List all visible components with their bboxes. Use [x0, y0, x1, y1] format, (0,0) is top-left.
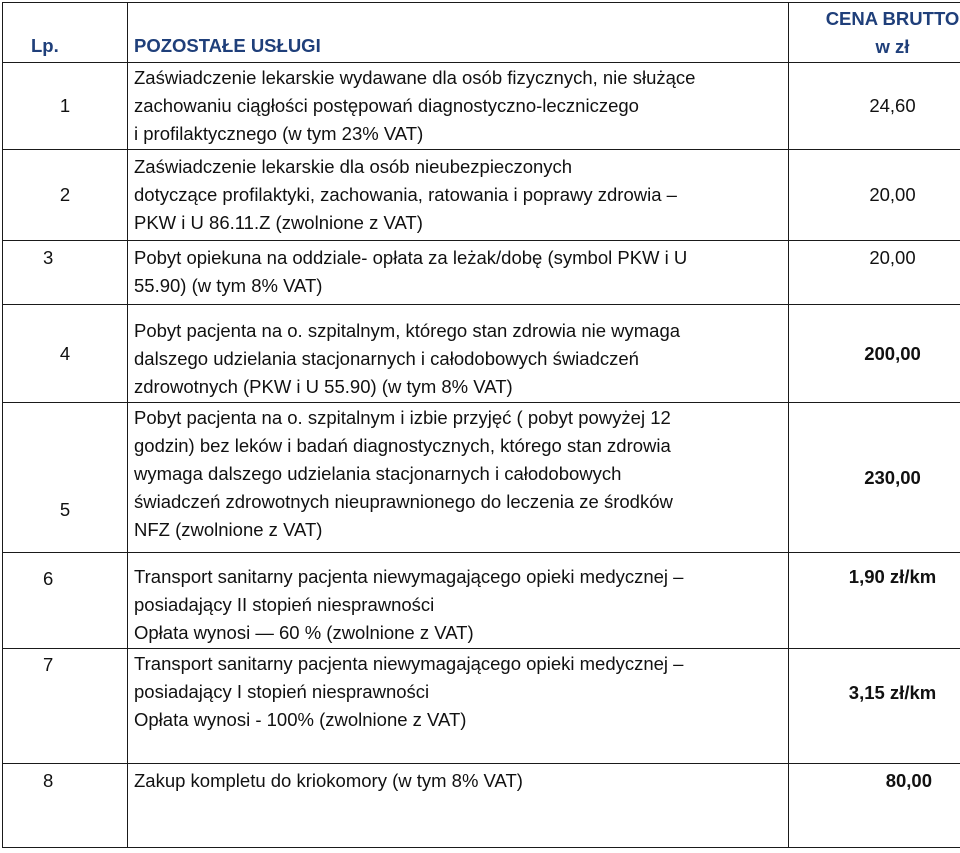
table-row	[3, 150, 960, 241]
table-row	[3, 764, 960, 848]
description-line: posiadający II stopień niesprawności	[134, 594, 435, 615]
header-price	[789, 3, 960, 63]
row-description	[128, 649, 789, 764]
description-line: wymaga dalszego udzielania stacjonarnych i całodobowych	[134, 463, 622, 484]
row-number: 4	[3, 305, 128, 403]
row-price: 20,00	[789, 150, 960, 241]
row-price: 20,00	[789, 241, 960, 305]
row-number: 6	[3, 553, 128, 649]
header-service: POZOSTAŁE USŁUGI	[128, 3, 789, 63]
row-price: 80,00	[789, 764, 960, 848]
row-price: 24,60	[789, 63, 960, 150]
description-line: Pobyt pacjenta na o. szpitalnym i izbie przyjęć ( pobyt powyżej 12	[134, 407, 671, 428]
table-row	[3, 649, 960, 764]
table-row	[3, 553, 960, 649]
header-price-line1: CENA BRUTTO	[825, 7, 960, 29]
description-line: NFZ (zwolnione z VAT)	[134, 519, 323, 540]
table-row	[3, 63, 960, 150]
row-number: 2	[3, 150, 128, 241]
description-line: Pobyt opiekuna na oddziale- opłata za leżak/dobę (symbol PKW i U	[134, 247, 688, 268]
description-line: 55.90) (w tym 8% VAT)	[134, 275, 323, 296]
description-line: Opłata wynosi - 100% (zwolnione z VAT)	[134, 709, 467, 730]
table-row	[3, 403, 960, 553]
description-line: Zaświadczenie lekarskie dla osób nieubezpieczonych	[134, 156, 573, 177]
row-description	[128, 305, 789, 403]
table-row	[3, 241, 960, 305]
header-lp: Lp.	[3, 3, 128, 63]
description-line: Zakup kompletu do kriokomory (w tym 8% VAT)	[134, 770, 523, 791]
table-row	[3, 305, 960, 403]
row-description	[128, 403, 789, 553]
description-line: posiadający I stopień niesprawności	[134, 681, 430, 702]
description-line: Opłata wynosi — 60 % (zwolnione z VAT)	[134, 622, 474, 643]
row-price: 3,15 zł/km	[789, 649, 960, 764]
price-table	[2, 2, 960, 848]
row-price: 230,00	[789, 403, 960, 553]
description-line: zachowaniu ciągłości postępowań diagnostyczno-leczniczego	[134, 95, 639, 116]
description-line: Pobyt pacjenta na o. szpitalnym, którego stan zdrowia nie wymaga	[134, 320, 681, 341]
header-price-line2: w zł	[875, 35, 910, 57]
row-number: 1	[3, 63, 128, 150]
row-number: 7	[3, 649, 128, 764]
description-line: dalszego udzielania stacjonarnych i całodobowych świadczeń	[134, 348, 639, 369]
row-description	[128, 764, 789, 848]
table-header-row	[3, 3, 960, 63]
row-number: 5	[3, 403, 128, 553]
description-line: Transport sanitarny pacjenta niewymagającego opieki medycznej –	[134, 566, 684, 587]
description-line: PKW i U 86.11.Z (zwolnione z VAT)	[134, 212, 423, 233]
description-line: Transport sanitarny pacjenta niewymagającego opieki medycznej –	[134, 653, 684, 674]
row-description	[128, 63, 789, 150]
description-line: dotyczące profilaktyki, zachowania, ratowania i poprawy zdrowia –	[134, 184, 677, 205]
row-price: 1,90 zł/km	[789, 553, 960, 649]
row-description	[128, 553, 789, 649]
description-line: godzin) bez leków i badań diagnostycznych, którego stan zdrowia	[134, 435, 671, 456]
description-line: świadczeń zdrowotnych nieuprawnionego do leczenia ze środków	[134, 491, 673, 512]
row-price: 200,00	[789, 305, 960, 403]
row-number: 3	[3, 241, 128, 305]
row-description	[128, 241, 789, 305]
row-description	[128, 150, 789, 241]
row-number: 8	[3, 764, 128, 848]
description-line: zdrowotnych (PKW i U 55.90) (w tym 8% VAT)	[134, 376, 513, 397]
description-line: Zaświadczenie lekarskie wydawane dla osób fizycznych, nie służące	[134, 67, 696, 88]
description-line: i profilaktycznego (w tym 23% VAT)	[134, 123, 424, 144]
